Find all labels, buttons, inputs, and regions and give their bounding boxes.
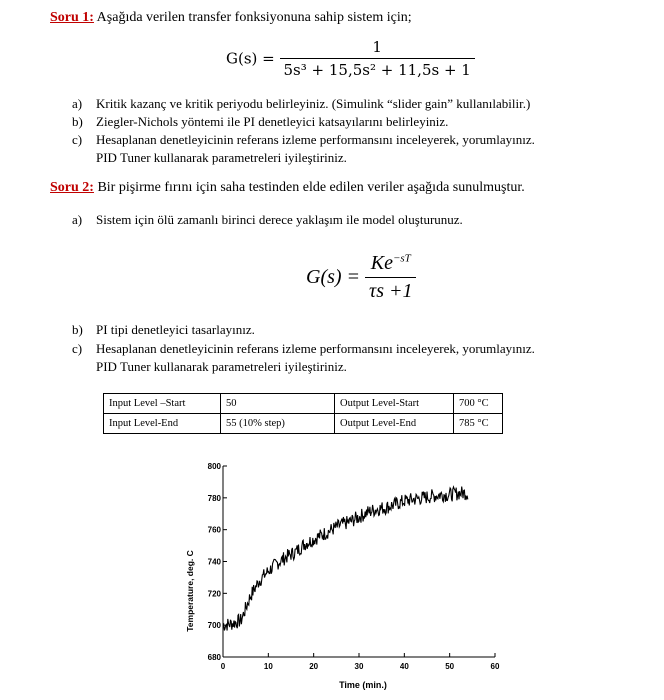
table-cell: 50 [221,394,335,414]
x-tick-label: 20 [309,662,319,671]
y-tick-label: 720 [207,589,221,599]
q1-item-c-text: Hesaplanan denetleyicinin referans izleme performansını inceleyerek, yorumlayınız. [96,132,535,147]
q1-item-c-line2: PID Tuner kullanarak parametreleri iyileştiriniz. [96,150,347,165]
q1-formula-lhs: G(s) = [226,49,275,68]
x-tick-label: 60 [490,662,500,671]
y-tick-label: 700 [207,621,221,631]
q2-item-c-text: Hesaplanan denetleyicinin referans izleme performansını inceleyerek, yorumlayınız. [96,341,535,356]
q1-item-b-marker: b) [72,114,83,129]
table-cell: 785 °C [454,414,503,434]
table-cell: 700 °C [454,394,503,414]
q2-formula-denominator: τs +1 [365,277,416,303]
y-tick-label: 680 [207,653,221,662]
q2-item-c-line2: PID Tuner kullanarak parametreleri iyileştiriniz. [96,359,347,374]
table-cell: Output Level-End [335,414,454,434]
y-tick-label: 780 [207,493,221,503]
q2-label: Soru 2: [50,180,94,195]
q2-text: Bir pişirme fırını için saha testinden elde edilen veriler aşağıda sunulmuştur. [93,180,525,195]
table-cell: 55 (10% step) [221,414,335,434]
q2-formula-lhs: G(s) = [306,266,361,288]
q1-item-a-text: Kritik kazanç ve kritik periyodu belirleyiniz. (Simulink “slider gain” kullanılabilir.) [96,96,531,111]
x-tick-label: 30 [354,662,364,671]
chart-axes [223,466,495,657]
chart-xlabel: Time (min.) [339,680,387,690]
q2-formula-exponent: −sT [392,252,411,265]
table-cell: Input Level –Start [104,394,221,414]
q2-item-c-marker: c) [72,341,83,356]
q2-item-b-marker: b) [72,322,83,337]
x-tick-label: 40 [399,662,409,671]
q2-item-a-text: Sistem için ölü zamanlı birinci derece yaklaşım ile model oluşturunuz. [96,212,463,227]
q2-item-b-text: PI tipi denetleyici tasarlayınız. [96,322,255,337]
q1-formula-denominator: 5s³ + 15,5s² + 11,5s + 1 [280,58,475,79]
temperature-series-line [223,487,468,631]
table-cell: Input Level-End [104,414,221,434]
q1-formula-numerator: 1 [372,38,382,56]
chart-ylabel: Temperature, deg. C [185,550,195,632]
q1-label: Soru 1: [50,10,94,25]
y-tick-label: 800 [207,462,221,471]
q1-item-c-marker: c) [72,132,83,147]
q2-formula-ke: Ke [370,252,393,274]
q1-item-a-marker: a) [72,96,83,111]
y-tick-label: 760 [207,525,221,535]
q2-item-a-marker: a) [72,212,83,227]
y-tick-label: 740 [207,557,221,567]
x-tick-label: 50 [445,662,455,671]
q1-text: Aşağıda verilen transfer fonksiyonuna sahip sistem için; [93,10,412,25]
x-tick-label: 0 [220,662,226,671]
table-cell: Output Level-Start [335,394,454,414]
q1-item-b-text: Ziegler-Nichols yöntemi ile PI denetleyici katsayılarını belirleyiniz. [96,114,449,129]
x-tick-label: 10 [263,662,273,671]
